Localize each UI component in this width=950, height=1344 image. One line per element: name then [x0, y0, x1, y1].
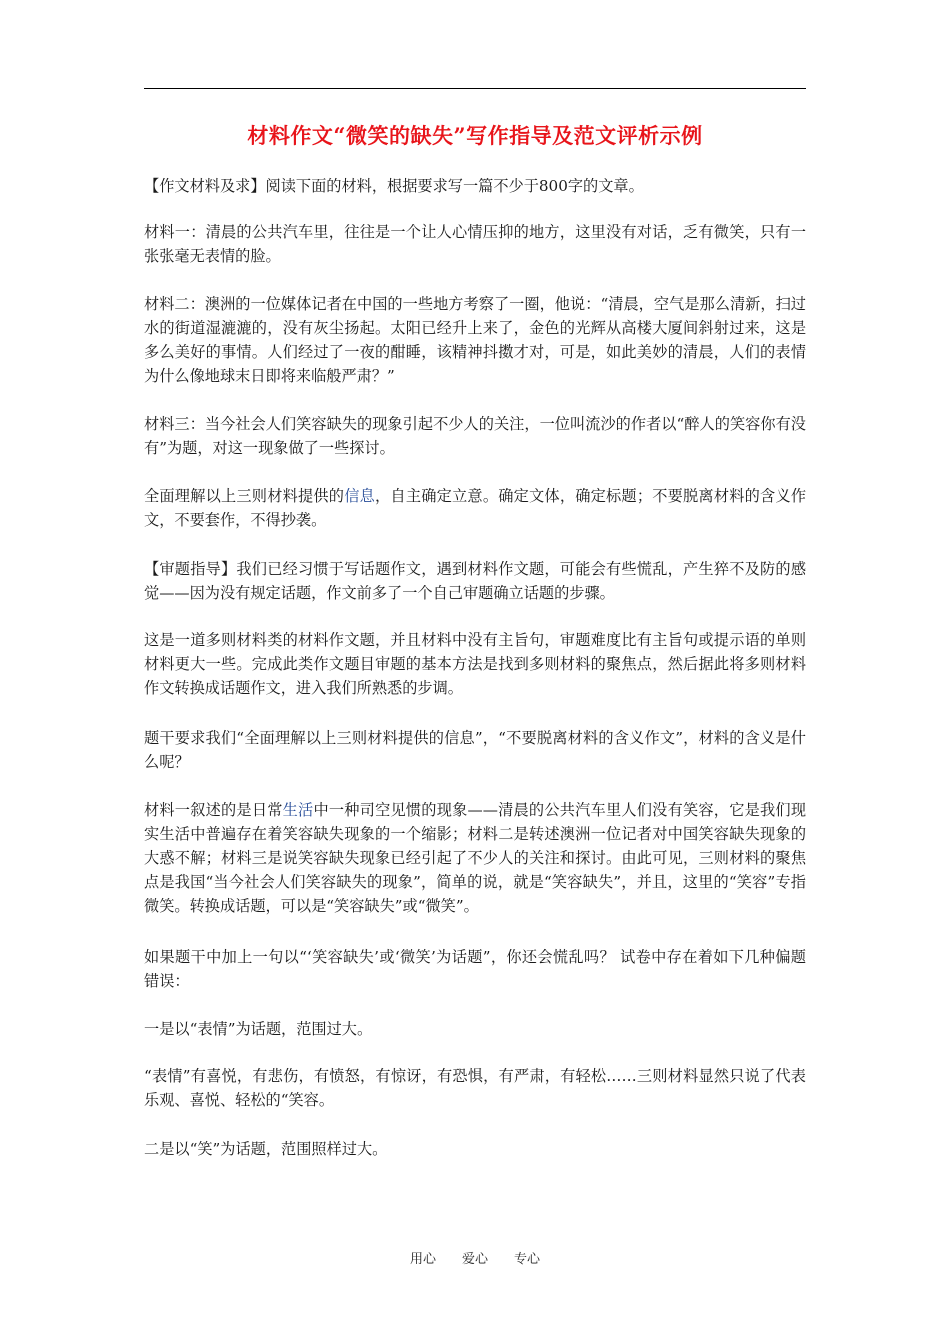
paragraph-material-2: 材料二：澳洲的一位媒体记者在中国的一些地方考察了一圈，他说：“清晨，空气是那么清新，扫过水的街道湿漉漉的，没有灰尘扬起。太阳已经升上来了，金色的光辉从高楼大厦间斜射过来，这是多么美好的事情。人们经过了一夜的酣睡，该精神抖擞才对，可是，如此美妙的清晨，人们的表情为什么像地球末日即将来临般严肃？”	[144, 295, 806, 385]
paragraph-explanation	[144, 798, 806, 918]
paragraph-requirements: 【作文材料及求】阅读下面的材料，根据要求写一篇不少于800字的文章。	[144, 177, 644, 195]
paragraph-material-3: 材料三：当今社会人们笑容缺失的现象引起不少人的关注，一位叫流沙的作者以“醉人的笑容你有没有”为题，对这一现象做了一些探讨。	[144, 415, 806, 457]
header-rule	[144, 88, 806, 89]
paragraph-error-2: 二是以“笑”为话题，范围照样过大。	[144, 1140, 388, 1158]
page-footer: 用心 爱心 专心	[409, 1252, 540, 1267]
paragraph-text: 材料一叙述的是日常	[144, 801, 283, 819]
paragraph-error-1: 一是以“表情”为话题，范围过大。	[144, 1020, 373, 1038]
paragraph-errors-intro: 如果题干中加上一句以“‘笑容缺失’或‘微笑’为话题”，你还会慌乱吗？ 试卷中存在着如下几种偏题错误：	[144, 948, 806, 990]
link-shenghuo[interactable]: 生活	[282, 801, 314, 819]
paragraph-text: 中一种司空见惯的现象——清晨的公共汽车里人们没有笑容，它是我们现实生活中普遍存在着笑容缺失现象的一个缩影；材料二是转述澳洲一位记者对中国笑容缺失现象的大惑不解；材料三是说笑容缺失现象已经引起了不少人的关注和探讨。由此可见，三则材料的聚焦点是我国“当今社会人们笑容缺失的现象”，简单的说，就是“笑容缺失”，并且，这里的“笑容”专指微笑。转换成话题，可以是“笑容缺失”或“微笑”。	[144, 801, 807, 915]
paragraph-instructions	[144, 484, 806, 532]
paragraph-analysis: 这是一道多则材料类的材料作文题，并且材料中没有主旨句，审题难度比有主旨句或提示语的单则材料更大一些。完成此类作文题目审题的基本方法是找到多则材料的聚焦点，然后据此将多则材料作文转换成话题作文，进入我们所熟悉的步调。	[144, 631, 806, 697]
document-title: 材料作文“微笑的缺失”写作指导及范文评析示例	[247, 123, 703, 148]
paragraph-text: ，自主确定立意。确定文体，确定标题；不要脱离材料的含义作文，不要套作，不得抄袭。	[144, 487, 807, 529]
paragraph-guidance: 【审题指导】我们已经习惯于写话题作文，遇到材料作文题，可能会有些慌乱，产生猝不及防的感觉——因为没有规定话题，作文前多了一个自己审题确立话题的步骤。	[144, 560, 806, 602]
paragraph-text: 全面理解以上三则材料提供的	[144, 487, 345, 505]
paragraph-error-1-detail: “表情”有喜悦，有悲伤，有愤怒，有惊讶，有恐惧，有严肃，有轻松……三则材料显然只说了代表乐观、喜悦、轻松的“笑容。	[144, 1067, 806, 1109]
paragraph-question: 题干要求我们“全面理解以上三则材料提供的信息”，“不要脱离材料的含义作文”，材料的含义是什么呢？	[144, 729, 806, 771]
paragraph-material-1: 材料一：清晨的公共汽车里，往往是一个让人心情压抑的地方，这里没有对话，乏有微笑，只有一张张毫无表情的脸。	[144, 223, 806, 265]
link-xinxi[interactable]: 信息	[344, 487, 376, 505]
